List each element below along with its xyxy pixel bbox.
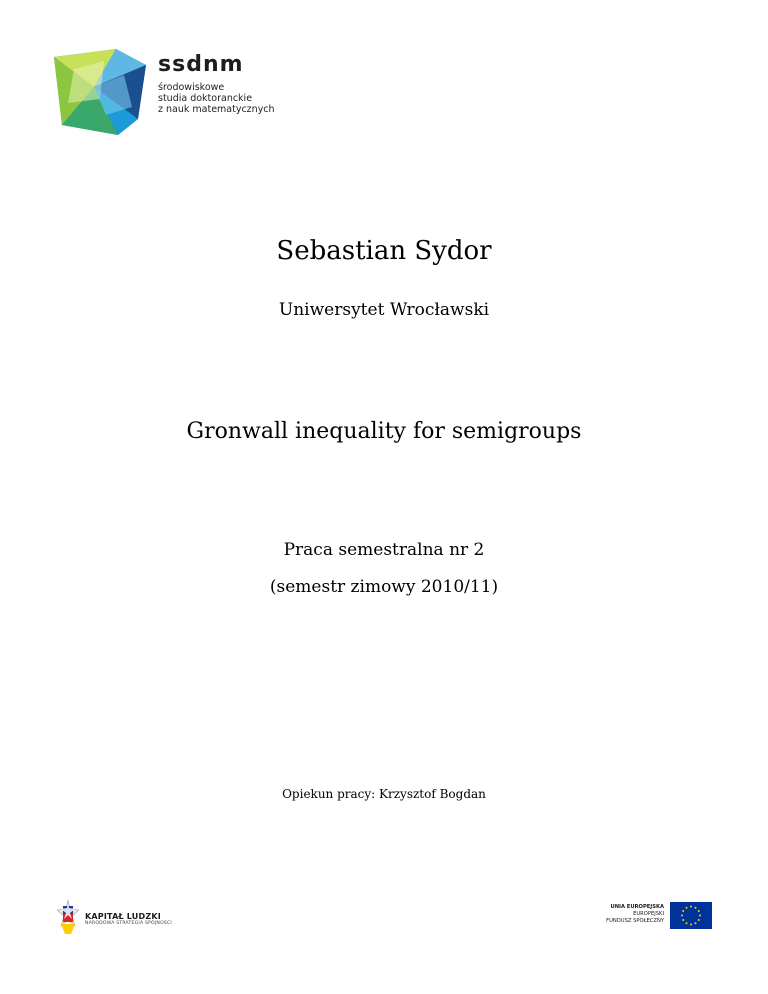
eu-star — [686, 922, 688, 924]
kapital-ludzki-icon — [57, 900, 79, 934]
eu-star — [682, 919, 684, 921]
eu-star — [682, 910, 684, 912]
paper-title: Gronwall inequality for semigroups — [186, 419, 582, 444]
eu-logo-line: UNIA EUROPEJSKA — [610, 904, 664, 910]
semester: (semestr zimowy 2010/11) — [269, 577, 499, 597]
author-name: Sebastian Sydor — [276, 236, 492, 266]
eu-logo-line: EUROPEJSKI — [633, 911, 664, 917]
eu-star — [686, 907, 688, 909]
kapital-ludzki-subtitle: NARODOWA STRATEGIA SPÓJNOŚCI — [85, 921, 172, 926]
eu-star — [699, 915, 701, 917]
eu-logo-line: FUNDUSZ SPOŁECZNY — [606, 918, 664, 924]
kapital-ludzki-logo — [57, 900, 187, 938]
eu-star — [690, 906, 692, 908]
eu-star — [695, 907, 697, 909]
eu-star — [695, 922, 697, 924]
ssdnm-logo-line: z nauk matematycznych — [158, 104, 275, 115]
eu-star — [690, 924, 692, 926]
ssdnm-logo-line: studia doktoranckie — [158, 93, 253, 104]
eu-star — [698, 910, 700, 912]
eu-flag-icon — [670, 902, 712, 929]
ssdnm-logo — [54, 49, 284, 139]
ssdnm-logo-line: środowiskowe — [158, 82, 225, 93]
eu-star — [698, 919, 700, 921]
ssdnm-logo-icon — [54, 49, 146, 135]
eu-social-fund-logo — [600, 900, 712, 932]
kapital-ludzki-title: KAPITAŁ LUDZKI — [85, 912, 161, 921]
work-type: Praca semestralna nr 2 — [283, 540, 485, 560]
affiliation: Uniwersytet Wrocławski — [278, 300, 490, 320]
eu-star — [681, 915, 683, 917]
supervisor: Opiekun pracy: Krzysztof Bogdan — [282, 787, 486, 801]
ssdnm-logo-name: ssdnm — [158, 52, 244, 77]
